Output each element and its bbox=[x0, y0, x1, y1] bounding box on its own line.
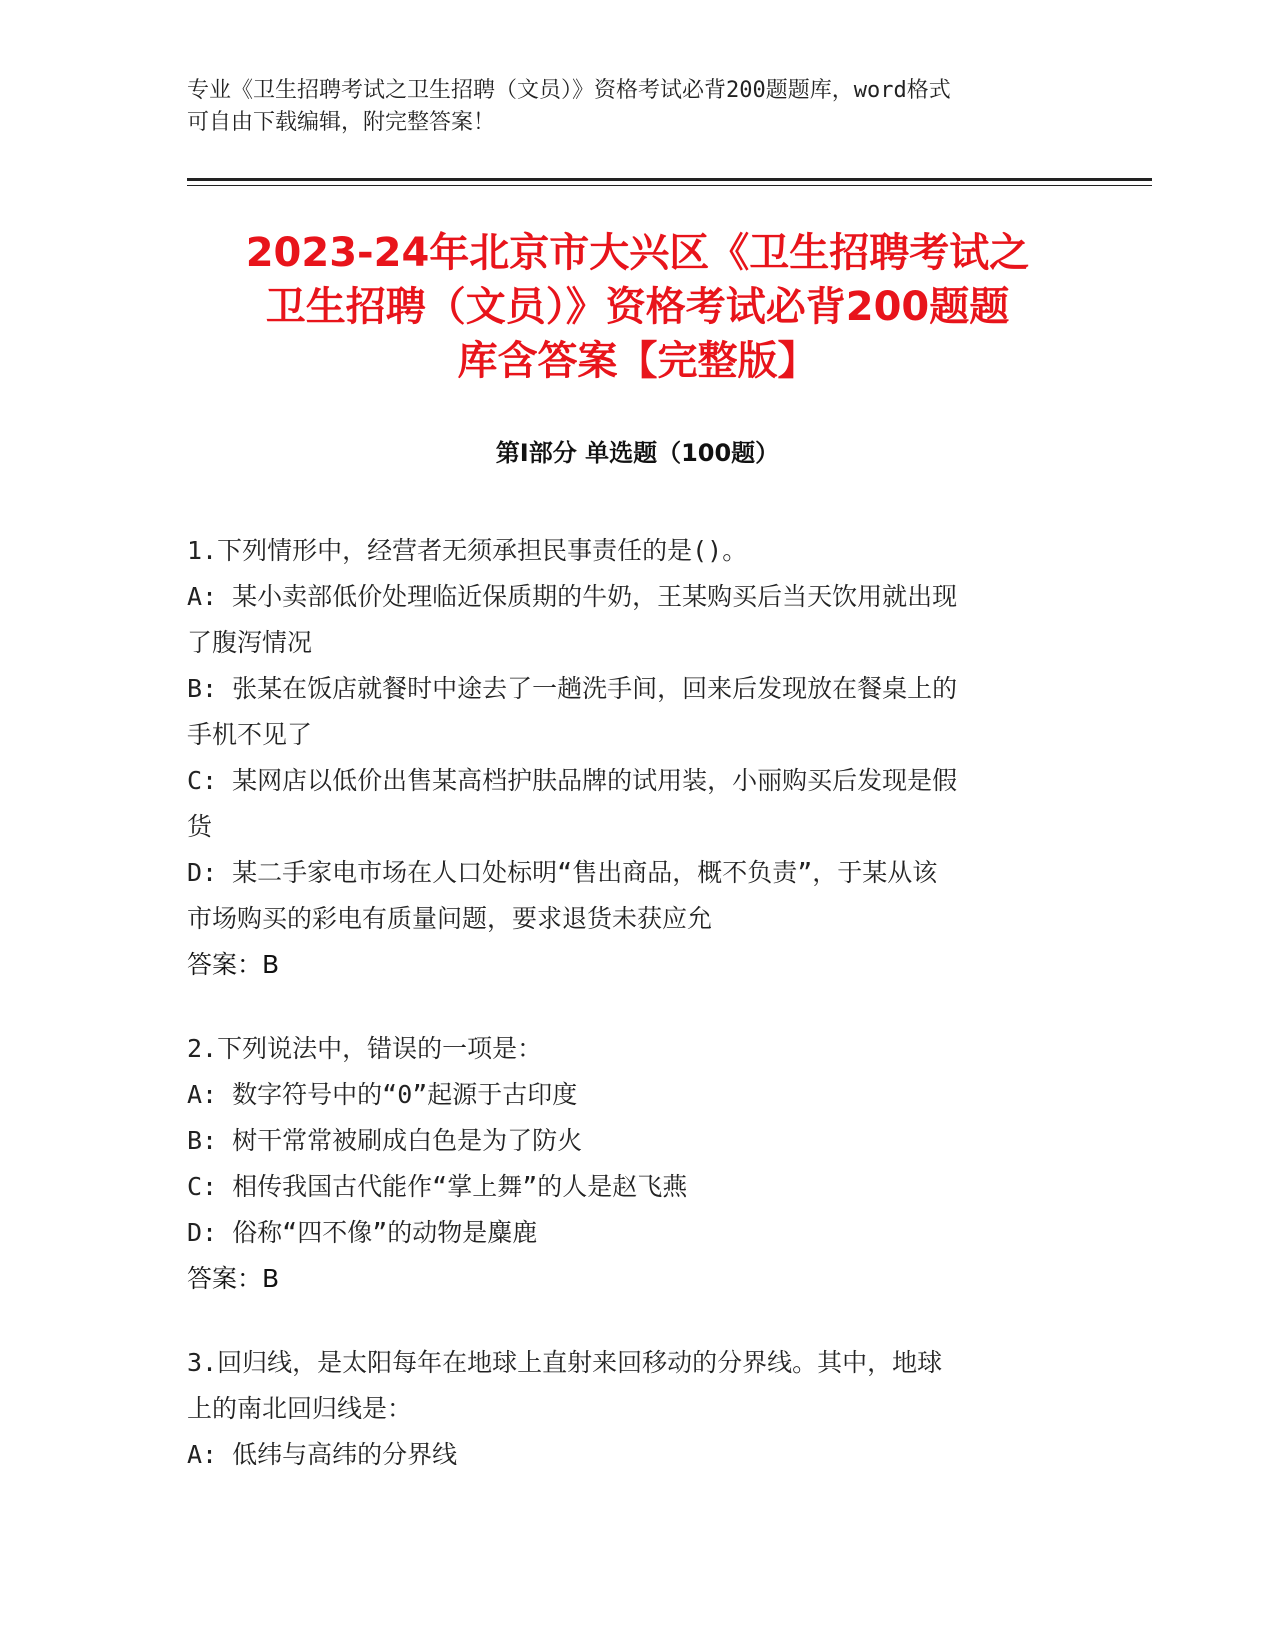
header-note-line: 专业《卫生招聘考试之卫生招聘（文员）》资格考试必背200题题库，word格式 bbox=[187, 78, 951, 103]
question-1 bbox=[187, 528, 1087, 988]
option-d: D: 某二手家电市场在人口处标明“售出商品，概不负责”，于某从该 bbox=[187, 858, 938, 887]
question-stem: 1.下列情形中，经营者无须承担民事责任的是()。 bbox=[187, 536, 748, 565]
answer: 答案：B bbox=[187, 1264, 280, 1293]
option-b: B: 树干常常被刷成白色是为了防火 bbox=[187, 1126, 583, 1155]
header-rule-thin bbox=[187, 185, 1152, 186]
option-d: D: 俗称“四不像”的动物是麋鹿 bbox=[187, 1218, 538, 1247]
title-line: 库含答案【完整版】 bbox=[457, 338, 818, 384]
option-d-cont: 市场购买的彩电有质量问题，要求退货未获应允 bbox=[187, 904, 713, 933]
answer: 答案：B bbox=[187, 950, 280, 979]
header-note-line: 可自由下载编辑，附完整答案！ bbox=[187, 110, 496, 135]
option-a-cont: 了腹泻情况 bbox=[187, 628, 313, 657]
option-b-cont: 手机不见了 bbox=[187, 720, 313, 749]
header-rule-thick bbox=[187, 178, 1152, 181]
option-c: C: 某网店以低价出售某高档护肤品牌的试用装，小丽购买后发现是假 bbox=[187, 766, 958, 795]
question-stem: 3.回归线，是太阳每年在地球上直射来回移动的分界线。其中，地球 bbox=[187, 1348, 943, 1377]
header-note bbox=[187, 75, 1067, 139]
option-a: A: 低纬与高纬的分界线 bbox=[187, 1440, 458, 1469]
document-title bbox=[180, 226, 1095, 388]
title-line: 2023-24年北京市大兴区《卫生招聘考试之 bbox=[245, 230, 1030, 276]
question-stem-cont: 上的南北回归线是： bbox=[187, 1394, 413, 1423]
question-list bbox=[187, 528, 1087, 1516]
question-stem: 2.下列说法中，错误的一项是： bbox=[187, 1034, 543, 1063]
option-c-cont: 货 bbox=[187, 812, 213, 841]
option-a: A: 数字符号中的“0”起源于古印度 bbox=[187, 1080, 578, 1109]
question-2 bbox=[187, 1026, 1087, 1302]
option-c: C: 相传我国古代能作“掌上舞”的人是赵飞燕 bbox=[187, 1172, 688, 1201]
title-line: 卫生招聘（文员）》资格考试必背200题题 bbox=[265, 284, 1010, 330]
question-3 bbox=[187, 1340, 1087, 1478]
option-b: B: 张某在饭店就餐时中途去了一趟洗手间，回来后发现放在餐桌上的 bbox=[187, 674, 958, 703]
option-a: A: 某小卖部低价处理临近保质期的牛奶，王某购买后当天饮用就出现 bbox=[187, 582, 958, 611]
section-title: 第Ⅰ部分 单选题（100题） bbox=[495, 439, 780, 467]
